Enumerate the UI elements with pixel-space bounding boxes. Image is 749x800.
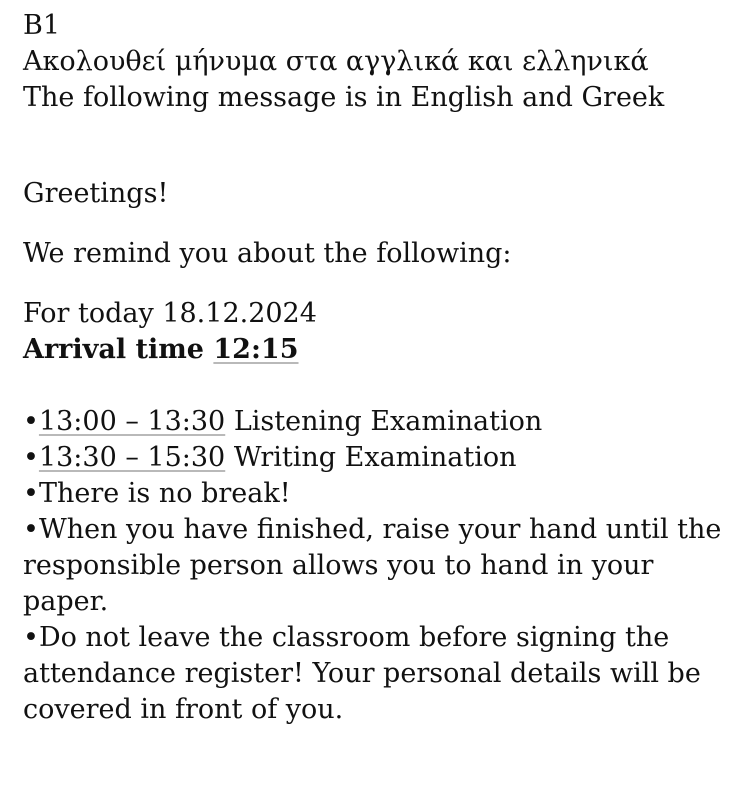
reminder-intro: We remind you about the following:	[23, 238, 512, 269]
level-label: B1	[23, 10, 61, 41]
no-break-text: There is no break!	[38, 478, 291, 509]
arrival-time: 12:15	[213, 334, 299, 365]
message-document	[23, 8, 731, 728]
spacer	[23, 368, 731, 404]
writing-text: Writing Examination	[225, 442, 517, 473]
bullet-symbol: •	[23, 406, 39, 437]
listening-time: 13:00 – 13:30	[38, 406, 226, 437]
bullet-symbol: •	[23, 478, 39, 509]
bullet-listening	[23, 404, 731, 440]
greeting: Greetings!	[23, 178, 169, 209]
arrival-label: Arrival time	[23, 334, 204, 365]
bullet-finished	[23, 512, 731, 620]
bullet-symbol: •	[23, 442, 39, 473]
bullet-attendance	[23, 620, 731, 728]
bullet-no-break	[23, 476, 731, 512]
finished-text: When you have finished, raise your hand until the responsible person allows you to hand in your paper.	[23, 514, 722, 617]
spacer	[23, 272, 731, 296]
date-line: For today 18.12.2024	[23, 298, 317, 329]
bullet-symbol: •	[23, 622, 39, 653]
greek-notice: Ακολουθεί μήνυμα στα αγγλικά και ελληνικά	[23, 46, 649, 77]
spacer	[23, 212, 731, 236]
bullet-writing	[23, 440, 731, 476]
writing-time: 13:30 – 15:30	[38, 442, 226, 473]
bullet-symbol: •	[23, 514, 39, 545]
spacer	[23, 116, 731, 176]
english-notice: The following message is in English and Greek	[23, 82, 665, 113]
arrival-line	[23, 332, 731, 368]
attendance-text: Do not leave the classroom before signing the attendance register! Your personal details will be covered in front of you.	[23, 622, 701, 725]
listening-text: Listening Examination	[225, 406, 543, 437]
